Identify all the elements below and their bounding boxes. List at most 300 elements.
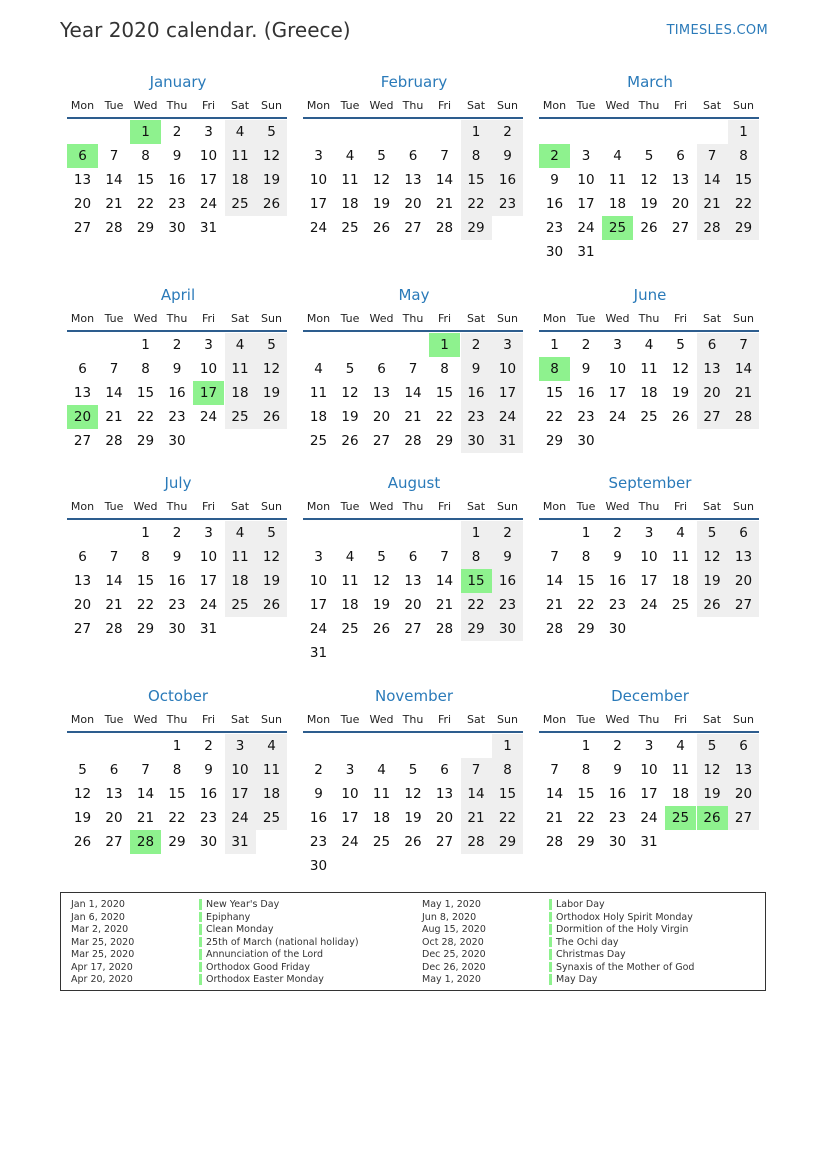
day-cell: 26	[697, 593, 728, 617]
weekday-label: Wed	[133, 312, 158, 325]
weekday-label: Wed	[369, 713, 394, 726]
weekday-label: Fri	[201, 500, 216, 513]
day-cell: 2	[613, 738, 622, 754]
month-name: March	[627, 73, 673, 91]
holiday-date: May 1, 2020	[422, 974, 481, 985]
weekday-header	[67, 713, 289, 727]
day-cell: 1	[461, 120, 492, 144]
day-cell: 15	[461, 168, 492, 192]
day-cell: 7	[109, 148, 119, 164]
day-cell: 29	[577, 621, 595, 637]
day-cell: 12	[256, 357, 287, 381]
holiday-marker	[549, 899, 552, 910]
day-cell: 18	[256, 782, 287, 806]
month-divider	[303, 330, 523, 332]
holiday-name: 25th of March (national holiday)	[206, 936, 359, 948]
day-cell: 6	[377, 361, 386, 377]
day-cell: 21	[435, 196, 454, 212]
day-cell: 21	[105, 409, 123, 425]
day-cell: 20	[671, 196, 690, 212]
day-cell: 16	[168, 573, 186, 589]
weekday-label: Thu	[166, 312, 188, 325]
day-cell: 8	[141, 361, 150, 377]
holiday-date: Jan 1, 2020	[71, 899, 125, 910]
weekday-label: Fri	[437, 500, 452, 513]
weekday-label: Tue	[104, 99, 124, 112]
day-cell: 9	[492, 144, 523, 168]
weekday-header	[303, 312, 525, 326]
holiday-name: Christmas Day	[556, 949, 626, 960]
day-cell: 10	[309, 573, 328, 589]
day-cell: 3	[204, 337, 213, 353]
day-cell: 7	[141, 762, 150, 778]
day-cell: 13	[435, 786, 454, 802]
day-cell: 10	[225, 758, 256, 782]
weekday-label: Wed	[369, 500, 394, 513]
weekday-label: Tue	[576, 500, 596, 513]
weekday-header	[539, 99, 761, 113]
day-cell: 7	[550, 762, 559, 778]
weekday-label: Sun	[261, 312, 282, 325]
day-cell: 29	[435, 433, 454, 449]
holiday-names-left	[206, 899, 359, 987]
day-cell: 8	[492, 758, 523, 782]
day-cell: 30	[608, 621, 627, 637]
weekday-label: Sun	[497, 500, 518, 513]
day-cell: 12	[372, 573, 391, 589]
day-cell: 17	[225, 782, 256, 806]
weekday-label: Sat	[466, 713, 486, 726]
weekday-label: Fri	[201, 312, 216, 325]
day-cell: 10	[577, 172, 595, 188]
holiday-day-cell: 6	[67, 144, 98, 168]
day-cell: 2	[492, 521, 523, 545]
day-cell: 15	[492, 782, 523, 806]
day-cell: 7	[440, 148, 449, 164]
weekday-label: Sat	[230, 713, 250, 726]
day-cell: 17	[640, 786, 658, 802]
day-cell: 28	[435, 621, 454, 637]
month-divider	[539, 330, 759, 332]
day-cell: 18	[671, 573, 690, 589]
day-cell: 6	[109, 762, 119, 778]
day-cell: 10	[199, 148, 218, 164]
day-cell: 21	[697, 192, 728, 216]
holiday-date: Jun 8, 2020	[422, 911, 477, 923]
weekday-label: Wed	[605, 312, 630, 325]
day-cell: 10	[199, 549, 218, 565]
day-cell: 22	[492, 806, 523, 830]
day-cell: 19	[671, 385, 690, 401]
weekday-header	[67, 312, 289, 326]
day-cell: 23	[461, 405, 492, 429]
holiday-day-cell: 25	[602, 216, 633, 240]
month-divider	[67, 330, 287, 332]
day-cell: 6	[78, 361, 87, 377]
day-cell: 15	[136, 573, 155, 589]
day-cell: 15	[136, 385, 155, 401]
brand-link[interactable]: TIMESLES.COM	[666, 23, 768, 38]
day-cell: 26	[372, 220, 391, 236]
day-cell: 13	[372, 385, 391, 401]
day-cell: 15	[577, 573, 595, 589]
day-cell: 17	[608, 385, 627, 401]
weekday-label: Thu	[638, 99, 660, 112]
day-cell: 3	[644, 738, 654, 754]
day-cell: 10	[199, 361, 218, 377]
month-name: July	[164, 474, 192, 492]
holiday-marker	[549, 962, 552, 973]
day-cell: 18	[225, 569, 256, 593]
day-cell: 23	[309, 834, 328, 850]
day-cell: 9	[492, 545, 523, 569]
holiday-day-cell: 17	[193, 381, 224, 405]
day-cell: 9	[172, 361, 182, 377]
month-divider	[539, 731, 759, 733]
day-cell: 12	[671, 361, 690, 377]
weekday-label: Thu	[638, 312, 660, 325]
weekday-label: Mon	[70, 99, 95, 112]
day-cell: 17	[199, 172, 218, 188]
holiday-marker	[199, 937, 202, 948]
day-cell: 29	[577, 834, 595, 850]
day-cell: 26	[341, 433, 359, 449]
day-cell: 11	[225, 144, 256, 168]
day-cell: 16	[309, 810, 328, 826]
holiday-date: Apr 20, 2020	[71, 974, 133, 985]
weekday-label: Tue	[576, 99, 596, 112]
day-cell: 19	[73, 810, 92, 826]
holiday-marker	[199, 962, 202, 973]
day-cell: 24	[577, 220, 595, 236]
day-cell: 8	[440, 361, 449, 377]
day-cell: 21	[435, 597, 454, 613]
month-name: May	[398, 286, 430, 304]
weekday-label: Tue	[576, 312, 596, 325]
day-cell: 9	[581, 361, 591, 377]
day-cell: 26	[671, 409, 690, 425]
day-cell: 20	[105, 810, 123, 826]
holiday-date: Aug 15, 2020	[422, 924, 486, 935]
day-cell: 1	[492, 734, 523, 758]
weekday-header	[539, 312, 761, 326]
day-cell: 25	[225, 593, 256, 617]
holiday-marker	[549, 924, 552, 935]
holiday-name: Orthodox Holy Spirit Monday	[556, 911, 693, 923]
day-cell: 24	[341, 834, 359, 850]
day-cell: 31	[640, 834, 658, 850]
month-divider	[539, 518, 759, 520]
day-cell: 18	[225, 381, 256, 405]
day-cell: 19	[256, 168, 287, 192]
day-cell: 18	[341, 597, 359, 613]
day-cell: 24	[199, 409, 218, 425]
day-cell: 25	[256, 806, 287, 830]
day-cell: 27	[73, 621, 92, 637]
day-cell: 20	[73, 196, 92, 212]
day-cell: 2	[204, 738, 213, 754]
day-cell: 27	[105, 834, 123, 850]
weekday-label: Thu	[402, 713, 424, 726]
weekday-label: Sun	[261, 99, 282, 112]
day-cell: 27	[404, 220, 422, 236]
day-cell: 22	[728, 192, 759, 216]
day-cell: 29	[728, 216, 759, 240]
day-cell: 25	[640, 409, 658, 425]
day-cell: 30	[608, 834, 627, 850]
day-cell: 23	[577, 409, 595, 425]
day-cell: 18	[341, 196, 359, 212]
holiday-day-cell: 25	[665, 806, 696, 830]
day-cell: 24	[309, 220, 328, 236]
holiday-marker	[549, 912, 552, 923]
day-cell: 18	[640, 385, 658, 401]
month-name: September	[608, 474, 692, 492]
day-cell: 28	[545, 621, 564, 637]
day-cell: 12	[73, 786, 92, 802]
day-cell: 15	[136, 172, 155, 188]
day-cell: 3	[204, 525, 213, 541]
day-cell: 14	[435, 172, 454, 188]
day-cell: 11	[608, 172, 627, 188]
day-cell: 28	[105, 433, 123, 449]
day-cell: 2	[581, 337, 591, 353]
weekday-label: Tue	[576, 713, 596, 726]
day-cell: 11	[341, 172, 359, 188]
day-cell: 4	[676, 738, 685, 754]
day-cell: 23	[199, 810, 218, 826]
day-cell: 13	[73, 573, 92, 589]
day-cell: 5	[408, 762, 418, 778]
holiday-day-cell: 26	[697, 806, 728, 830]
day-cell: 14	[545, 573, 564, 589]
day-cell: 25	[225, 405, 256, 429]
day-cell: 25	[309, 433, 328, 449]
weekday-label: Mon	[542, 99, 567, 112]
day-cell: 28	[728, 405, 759, 429]
day-cell: 14	[728, 357, 759, 381]
holiday-name: Synaxis of the Mother of God	[556, 961, 695, 973]
day-cell: 12	[697, 758, 728, 782]
weekday-label: Tue	[340, 99, 360, 112]
day-cell: 30	[492, 617, 523, 641]
weekday-header	[303, 500, 525, 514]
day-cell: 2	[613, 525, 622, 541]
day-cell: 2	[492, 120, 523, 144]
day-cell: 13	[728, 758, 759, 782]
day-cell: 23	[608, 810, 627, 826]
weekday-label: Sun	[733, 500, 754, 513]
weekday-label: Tue	[340, 713, 360, 726]
holiday-marker	[549, 937, 552, 948]
day-cell: 6	[408, 549, 418, 565]
day-cell: 4	[345, 148, 355, 164]
day-cell: 14	[105, 573, 123, 589]
day-cell: 5	[644, 148, 654, 164]
day-cell: 22	[168, 810, 186, 826]
weekday-label: Tue	[340, 500, 360, 513]
weekday-label: Thu	[402, 312, 424, 325]
day-cell: 21	[136, 810, 155, 826]
day-cell: 5	[256, 120, 287, 144]
weekday-label: Wed	[369, 99, 394, 112]
day-cell: 8	[728, 144, 759, 168]
day-cell: 10	[492, 357, 523, 381]
weekday-label: Tue	[104, 500, 124, 513]
holiday-date: Mar 2, 2020	[71, 924, 129, 935]
day-cell: 20	[73, 597, 92, 613]
day-cell: 18	[225, 168, 256, 192]
day-cell: 14	[136, 786, 155, 802]
day-cell: 3	[613, 337, 622, 353]
day-cell: 24	[199, 597, 218, 613]
holiday-date: Dec 26, 2020	[422, 961, 486, 973]
day-cell: 31	[492, 429, 523, 453]
holiday-name: New Year's Day	[206, 899, 280, 910]
month-divider	[67, 518, 287, 520]
holiday-list	[60, 892, 766, 991]
day-cell: 23	[168, 597, 186, 613]
weekday-header	[303, 713, 525, 727]
holiday-day-cell: 2	[539, 144, 570, 168]
day-cell: 6	[440, 762, 449, 778]
day-cell: 27	[73, 433, 92, 449]
day-cell: 27	[728, 593, 759, 617]
day-cell: 22	[136, 409, 155, 425]
day-cell: 29	[461, 216, 492, 240]
day-cell: 6	[408, 148, 418, 164]
holiday-name: Epiphany	[206, 911, 251, 923]
day-cell: 12	[256, 144, 287, 168]
day-cell: 29	[168, 834, 186, 850]
day-cell: 21	[105, 196, 123, 212]
weekday-label: Mon	[542, 713, 567, 726]
holiday-date: Jan 6, 2020	[71, 911, 125, 923]
day-cell: 12	[341, 385, 359, 401]
day-cell: 3	[644, 525, 654, 541]
day-cell: 29	[461, 617, 492, 641]
day-cell: 19	[341, 409, 359, 425]
day-cell: 21	[728, 381, 759, 405]
weekday-label: Sun	[261, 713, 282, 726]
day-cell: 22	[577, 597, 595, 613]
day-cell: 20	[404, 597, 422, 613]
weekday-label: Tue	[340, 312, 360, 325]
weekday-label: Sat	[702, 312, 722, 325]
month-name: June	[633, 286, 667, 304]
day-cell: 4	[345, 549, 355, 565]
day-cell: 27	[728, 806, 759, 830]
weekday-label: Sun	[497, 99, 518, 112]
day-cell: 6	[728, 521, 759, 545]
day-cell: 8	[141, 549, 150, 565]
holiday-marker	[199, 924, 202, 935]
month-name: April	[160, 286, 196, 304]
day-cell: 7	[550, 549, 559, 565]
weekday-label: Sat	[230, 99, 250, 112]
weekday-label: Mon	[70, 713, 95, 726]
month-name: December	[611, 687, 689, 705]
day-cell: 9	[314, 786, 323, 802]
day-cell: 13	[728, 545, 759, 569]
day-cell: 28	[105, 621, 123, 637]
month-name: November	[374, 687, 454, 705]
weekday-label: Thu	[638, 713, 660, 726]
day-cell: 3	[204, 124, 213, 140]
holiday-date: Mar 25, 2020	[71, 936, 135, 948]
month-name: February	[380, 73, 448, 91]
day-cell: 12	[404, 786, 422, 802]
month-divider	[67, 117, 287, 119]
weekday-header	[67, 99, 289, 113]
day-cell: 16	[492, 168, 523, 192]
weekday-label: Wed	[133, 99, 158, 112]
holiday-name: Orthodox Easter Monday	[206, 974, 324, 985]
day-cell: 31	[309, 645, 328, 661]
weekday-label: Fri	[201, 99, 216, 112]
day-cell: 24	[199, 196, 218, 212]
day-cell: 15	[168, 786, 186, 802]
day-cell: 24	[492, 405, 523, 429]
day-cell: 10	[309, 172, 328, 188]
day-cell: 17	[492, 381, 523, 405]
day-cell: 20	[404, 196, 422, 212]
day-cell: 24	[225, 806, 256, 830]
day-cell: 13	[105, 786, 123, 802]
day-cell: 26	[640, 220, 658, 236]
page-title: Year 2020 calendar. (Greece)	[60, 18, 351, 42]
day-cell: 5	[377, 148, 386, 164]
day-cell: 1	[581, 525, 591, 541]
day-cell: 21	[461, 806, 492, 830]
day-cell: 23	[545, 220, 564, 236]
day-cell: 15	[728, 168, 759, 192]
weekday-label: Sat	[466, 312, 486, 325]
weekday-label: Fri	[673, 99, 688, 112]
day-cell: 1	[172, 738, 182, 754]
day-cell: 26	[73, 834, 92, 850]
day-cell: 23	[168, 196, 186, 212]
day-cell: 4	[676, 525, 685, 541]
weekday-label: Sun	[497, 713, 518, 726]
holiday-day-cell: 15	[461, 569, 492, 593]
weekday-label: Sat	[466, 500, 486, 513]
day-cell: 27	[697, 405, 728, 429]
day-cell: 7	[109, 361, 119, 377]
day-cell: 16	[199, 786, 218, 802]
day-cell: 30	[577, 433, 595, 449]
day-cell: 22	[461, 593, 492, 617]
day-cell: 10	[640, 762, 658, 778]
day-cell: 16	[168, 385, 186, 401]
weekday-label: Mon	[542, 312, 567, 325]
day-cell: 1	[550, 337, 559, 353]
holiday-name: Clean Monday	[206, 924, 274, 935]
weekday-label: Thu	[402, 99, 424, 112]
weekday-label: Thu	[166, 713, 188, 726]
day-cell: 20	[697, 381, 728, 405]
day-cell: 23	[492, 192, 523, 216]
day-cell: 27	[404, 621, 422, 637]
day-cell: 2	[172, 124, 182, 140]
holiday-day-cell: 28	[130, 830, 161, 854]
day-cell: 1	[728, 120, 759, 144]
day-cell: 13	[73, 385, 92, 401]
day-cell: 5	[256, 333, 287, 357]
day-cell: 3	[581, 148, 591, 164]
weekday-label: Mon	[306, 312, 331, 325]
day-cell: 6	[728, 734, 759, 758]
